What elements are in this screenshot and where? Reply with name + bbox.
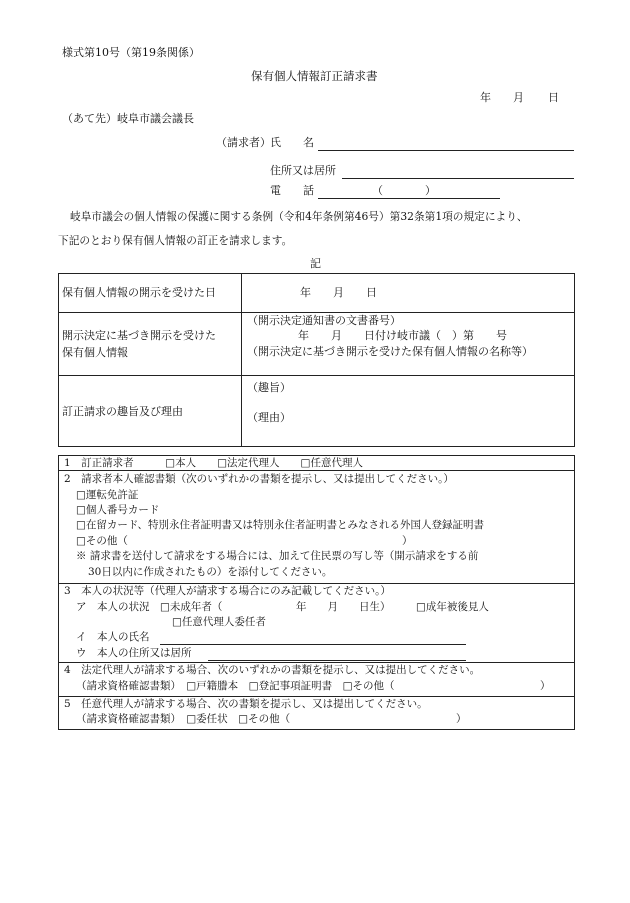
principal-status-adult-ward[interactable]: □成年被後見人	[416, 601, 489, 613]
option-drivers-license[interactable]: □運転免許証	[76, 489, 139, 501]
table2-section1-border	[58, 470, 575, 471]
correction-purpose-reason-label: 訂正請求の趣旨及び理由	[62, 405, 183, 418]
form-number: 様式第10号（第19条関係）	[62, 46, 200, 59]
table1-row2-border	[58, 375, 575, 376]
phone-paren-open: （	[372, 184, 383, 197]
principal-status-delegator[interactable]: □任意代理人委任者	[172, 616, 266, 628]
table1-divider	[241, 273, 242, 447]
section2-note-line1: ※ 請求書を送付して請求をする場合には、加えて住民票の写し等（開示請求をする前	[76, 550, 479, 562]
name-field[interactable]	[318, 150, 574, 151]
ki-mark: 記	[310, 257, 321, 270]
page-title: 保有個人情報訂正請求書	[251, 69, 378, 83]
option-my-number-card[interactable]: □個人番号カード	[76, 504, 160, 516]
section2-title: 2 請求者本人確認書類（次のいずれかの書類を提示し、又は提出してください。）	[64, 473, 454, 485]
section1-requester-type[interactable]: 1 訂正請求者 □本人 □法定代理人 □任意代理人	[64, 457, 363, 469]
date-month-label: 月	[513, 91, 524, 104]
principal-address-field[interactable]	[208, 660, 466, 661]
section5-title: 5 任意代理人が請求する場合、次の書類を提示し、又は提出してください。	[64, 698, 428, 710]
request-detail-table	[58, 273, 575, 447]
document-number-value[interactable]: 年 月 日付け岐市議（ ）第 号	[298, 329, 507, 342]
principal-name-field[interactable]	[160, 644, 466, 645]
phone-field[interactable]	[318, 198, 500, 199]
date-year-label: 年	[480, 91, 491, 104]
requester-label: （請求者）	[216, 136, 271, 149]
name-label: 氏 名	[270, 136, 314, 149]
principal-name-label: イ 本人の氏名	[76, 631, 150, 643]
voluntary-rep-documents-close: ）	[456, 713, 467, 725]
addressee: （あて先）岐阜市議会議長	[62, 112, 194, 125]
phone-paren-close: ）	[425, 184, 436, 197]
table1-row1-border	[58, 312, 575, 313]
option-other-id-close: ）	[402, 535, 413, 547]
legal-rep-documents[interactable]: （請求資格確認書類） □戸籍謄本 □登記事項証明書 □その他（	[76, 680, 395, 692]
table2-section4-border	[58, 696, 575, 697]
body-text-line1: 岐阜市議会の個人情報の保護に関する条例（令和4年条例第46号）第32条第1項の規定により、	[70, 210, 528, 223]
table2-section3-border	[58, 662, 575, 663]
voluntary-rep-documents[interactable]: （請求資格確認書類） □委任状 □その他（	[76, 713, 291, 725]
disclosed-info-name-label: （開示決定に基づき開示を受けた保有個人情報の名称等）	[247, 345, 533, 358]
section4-title: 4 法定代理人が請求する場合、次のいずれかの書類を提示し、又は提出してください。	[64, 664, 481, 676]
principal-birthdate[interactable]: 年 月 日生）	[296, 601, 391, 613]
document-number-label: （開示決定通知書の文書番号）	[247, 314, 401, 327]
section3-title: 3 本人の状況等（代理人が請求する場合にのみ記載してください。）	[64, 585, 391, 597]
phone-label: 電 話	[270, 184, 314, 197]
body-text-line2: 下記のとおり保有個人情報の訂正を請求します。	[58, 234, 293, 247]
disclosed-info-label-2: 保有個人情報	[62, 346, 128, 359]
date-day-label: 日	[548, 91, 559, 104]
purpose-label[interactable]: （趣旨）	[247, 381, 291, 394]
principal-status-minor[interactable]: ア 本人の状況 □未成年者（	[76, 601, 223, 613]
legal-rep-documents-close: ）	[540, 680, 551, 692]
disclosure-date-value[interactable]: 年 月 日	[300, 286, 377, 299]
address-label: 住所又は居所	[270, 164, 336, 177]
reason-label[interactable]: （理由）	[247, 411, 291, 424]
principal-address-label: ウ 本人の住所又は居所	[76, 647, 192, 659]
disclosed-info-label-1: 開示決定に基づき開示を受けた	[62, 329, 216, 342]
option-residence-card[interactable]: □在留カード、特別永住者証明書又は特別永住者証明書とみなされる外国人登録証明書	[76, 519, 484, 531]
disclosure-date-label: 保有個人情報の開示を受けた日	[62, 286, 216, 299]
section2-note-line2: 30日以内に作成されたもの）を添付してください。	[88, 566, 333, 578]
table2-section2-border	[58, 583, 575, 584]
address-field[interactable]	[342, 178, 574, 179]
option-other-id[interactable]: □その他（	[76, 535, 128, 547]
